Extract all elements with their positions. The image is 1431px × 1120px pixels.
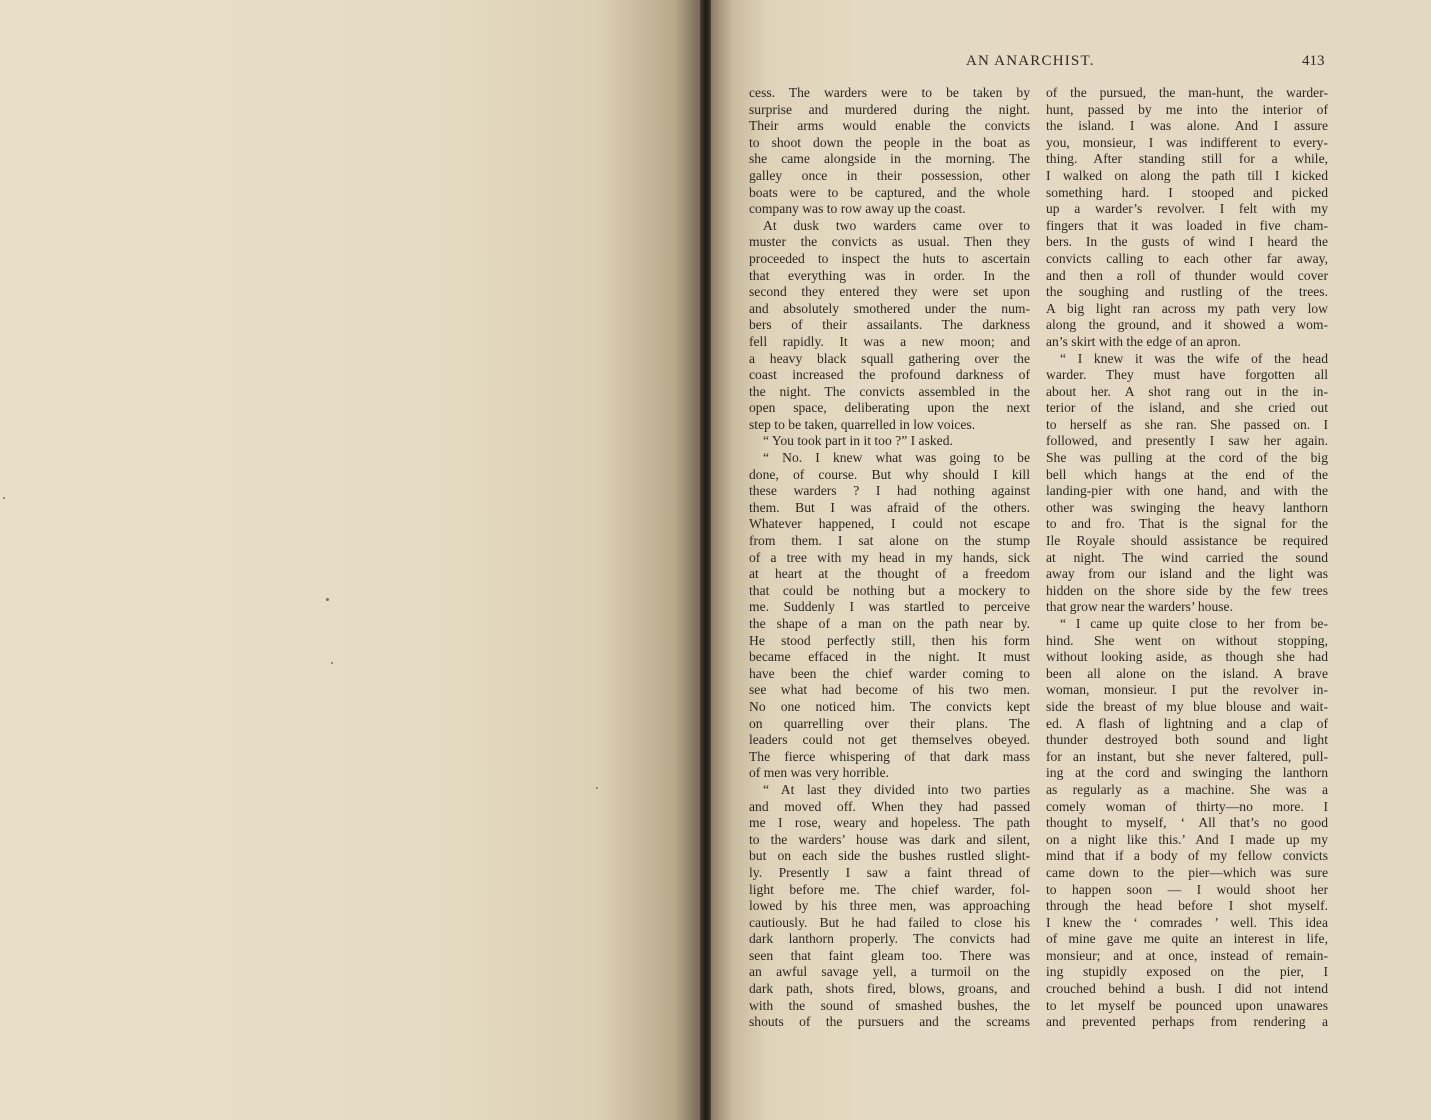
- text-line: ing at the cord and swinging the lanthorn: [1046, 765, 1328, 781]
- text-line: terior of the island, and she cried out: [1046, 400, 1328, 416]
- text-line: comely woman of thirty—no more. I: [1046, 798, 1328, 814]
- text-line: mind that if a body of my fellow convicts: [1046, 848, 1328, 864]
- text-line: of a tree with my head in my hands, sick: [749, 549, 1030, 565]
- text-line: At dusk two warders came over to: [763, 217, 1030, 233]
- text-line: she came alongside in the morning. The: [749, 151, 1030, 167]
- text-line: shouts of the pursuers and the screams: [749, 1014, 1030, 1030]
- text-line: company was to row away up the coast.: [749, 201, 966, 217]
- text-line: of the pursued, the man-hunt, the warder-: [1046, 85, 1328, 100]
- text-line: cess. The warders were to be taken by: [749, 85, 1030, 100]
- text-line: boats were to be captured, and the whole: [749, 184, 1030, 200]
- text-line: crouched behind a bush. I did not intend: [1046, 981, 1328, 997]
- text-line: from them. I sat alone on the stump: [749, 533, 1030, 549]
- text-line: about her. A shot rang out in the in-: [1046, 383, 1328, 399]
- text-line: Ile Royale should assistance be required: [1046, 533, 1328, 549]
- text-line: done, of course. But why should I kill: [749, 466, 1030, 482]
- text-line: leaders could not get themselves obeyed.: [749, 732, 1030, 748]
- text-line: fingers that it was loaded in five cham-: [1046, 217, 1328, 233]
- text-line: other was swinging the heavy lanthorn: [1046, 499, 1328, 515]
- text-column-right: [1046, 85, 1328, 1031]
- text-line: I knew the ‘ comrades ’ well. This idea: [1046, 914, 1328, 930]
- text-line: side the breast of my blue blouse and wait-: [1046, 698, 1328, 714]
- paper-speck: [3, 497, 5, 499]
- text-line: became effaced in the night. It must: [749, 649, 1030, 665]
- text-line: to the warders’ house was dark and silent,: [749, 831, 1030, 847]
- text-line: that could be nothing but a mockery to: [749, 582, 1030, 598]
- text-line: the island. I was alone. And I assure: [1046, 118, 1328, 134]
- text-line: woman, monsieur. I put the revolver in-: [1046, 682, 1328, 698]
- text-line: lowed by his three men, was approaching: [749, 898, 1030, 914]
- text-line: ed. A flash of lightning and a clap of: [1046, 715, 1328, 731]
- text-line: convicts calling to each other far away,: [1046, 250, 1328, 266]
- text-line: ly. Presently I saw a faint thread of: [749, 864, 1030, 880]
- text-column-left: [749, 85, 1030, 1031]
- text-line: that everything was in order. In the: [749, 267, 1030, 283]
- text-line: thing. After standing still for a while,: [1046, 151, 1328, 167]
- text-line: bell which hangs at the end of the: [1046, 466, 1328, 482]
- text-line: hidden on the shore side by the few trees: [1046, 582, 1328, 598]
- running-head-title: AN ANARCHIST.: [966, 53, 1095, 69]
- text-line: coast increased the profound darkness of: [749, 367, 1030, 383]
- text-line: for an instant, but she never faltered, pull-: [1046, 748, 1328, 764]
- text-line: the night. The convicts assembled in the: [749, 383, 1030, 399]
- left-page-blank: [0, 0, 703, 1120]
- text-line: and prevented perhaps from rendering a: [1046, 1014, 1328, 1030]
- text-line: Their arms would enable the convicts: [749, 118, 1030, 134]
- text-line: muster the convicts as usual. Then they: [749, 234, 1030, 250]
- text-line: the soughing and rustling of the trees.: [1046, 284, 1328, 300]
- text-line: dark path, shots fired, blows, groans, and: [749, 981, 1030, 997]
- text-line: seen that faint gleam too. There was: [749, 947, 1030, 963]
- text-line: “ You took part in it too ?” I asked.: [763, 433, 953, 449]
- text-line: and then a roll of thunder would cover: [1046, 267, 1328, 283]
- text-line: A big light ran across my path very low: [1046, 300, 1328, 316]
- text-line: me I rose, weary and hopeless. The path: [749, 815, 1030, 831]
- text-line: on quarrelling over their plans. The: [749, 715, 1030, 731]
- text-line: and absolutely smothered under the num-: [749, 300, 1030, 316]
- text-line: and moved off. When they had passed: [749, 798, 1030, 814]
- text-line: as regularly as a machine. She was a: [1046, 781, 1328, 797]
- text-line: “ No. I knew what was going to be: [763, 450, 1030, 466]
- text-line: “ At last they divided into two parties: [763, 781, 1030, 797]
- text-line: dark lanthorn properly. The convicts had: [749, 931, 1030, 947]
- text-line: followed, and presently I saw her again.: [1046, 433, 1328, 449]
- text-line: light before me. The chief warder, fol-: [749, 881, 1030, 897]
- text-line: thought to myself, ‘ All that’s no good: [1046, 815, 1328, 831]
- text-line: bers. In the gusts of wind I heard the: [1046, 234, 1328, 250]
- text-line: came down to the pier—which was sure: [1046, 864, 1328, 880]
- paper-speck: [596, 787, 598, 789]
- text-line: an’s skirt with the edge of an apron.: [1046, 333, 1241, 349]
- text-line: an awful savage yell, a turmoil on the: [749, 964, 1030, 980]
- text-line: through the head before I shot myself.: [1046, 898, 1328, 914]
- text-line: Whatever happened, I could not escape: [749, 516, 1030, 532]
- text-line: galley once in their possession, other: [749, 167, 1030, 183]
- text-line: bers of their assailants. The darkness: [749, 317, 1030, 333]
- text-line: but on each side the bushes rustled slight-: [749, 848, 1030, 864]
- text-line: ing stupidly exposed on the pier, I: [1046, 964, 1328, 980]
- page-number: 413: [1302, 53, 1325, 69]
- text-line: the shape of a man on the path near by.: [749, 616, 1030, 631]
- text-line: hunt, passed by me into the interior of: [1046, 101, 1328, 117]
- text-line: “ I knew it was the wife of the head: [1060, 350, 1328, 366]
- text-line: them. But I was afraid of the others.: [749, 499, 1030, 515]
- text-line: She was pulling at the cord of the big: [1046, 450, 1328, 466]
- text-line: of men was very horrible.: [749, 765, 890, 781]
- text-line: to let myself be pounced upon unawares: [1046, 997, 1328, 1013]
- text-line: something hard. I stooped and picked: [1046, 184, 1328, 200]
- text-line: He stood perfectly still, then his form: [749, 632, 1030, 648]
- text-line: see what had become of his two men.: [749, 682, 1030, 698]
- text-line: to herself as she ran. She passed on. I: [1046, 416, 1328, 432]
- text-line: surprise and murdered during the night.: [749, 101, 1030, 117]
- text-line: at night. The wind carried the sound: [1046, 549, 1328, 565]
- text-line: these warders ? I had nothing against: [749, 483, 1030, 499]
- text-line: have been the chief warder coming to: [749, 665, 1030, 681]
- text-line: to shoot down the people in the boat as: [749, 134, 1030, 150]
- text-line: without looking aside, as though she had: [1046, 649, 1328, 665]
- text-line: second they entered they were set upon: [749, 284, 1030, 300]
- text-line: you, monsieur, I was indifferent to every-: [1046, 134, 1328, 150]
- text-line: warder. They must have forgotten all: [1046, 367, 1328, 383]
- text-line: No one noticed him. The convicts kept: [749, 698, 1030, 714]
- text-line: of mine gave me quite an interest in life,: [1046, 931, 1328, 947]
- text-line: cautiously. But he had failed to close his: [749, 914, 1030, 930]
- text-line: hind. She went on without stopping,: [1046, 632, 1328, 648]
- text-line: proceeded to inspect the huts to ascertain: [749, 250, 1030, 266]
- text-line: thunder destroyed both sound and light: [1046, 732, 1328, 748]
- text-line: to happen soon — I would shoot her: [1046, 881, 1328, 897]
- text-line: I walked on along the path till I kicked: [1046, 167, 1328, 183]
- paper-speck: [326, 598, 329, 601]
- text-line: “ I came up quite close to her from be-: [1060, 616, 1328, 631]
- text-line: with the sound of smashed bushes, the: [749, 997, 1030, 1013]
- paper-speck: [331, 662, 333, 664]
- text-line: open space, deliberating upon the next: [749, 400, 1030, 416]
- text-line: landing-pier with one hand, and with the: [1046, 483, 1328, 499]
- text-line: along the ground, and it showed a wom-: [1046, 317, 1328, 333]
- text-line: step to be taken, quarrelled in low voices.: [749, 416, 976, 432]
- text-line: that grow near the warders’ house.: [1046, 599, 1233, 615]
- text-line: at heart at the thought of a freedom: [749, 566, 1030, 582]
- text-line: a heavy black squall gathering over the: [749, 350, 1030, 366]
- text-line: monsieur; and at once, instead of remain-: [1046, 947, 1328, 963]
- text-line: me. Suddenly I was startled to perceive: [749, 599, 1030, 615]
- text-line: The fierce whispering of that dark mass: [749, 748, 1030, 764]
- text-line: been all alone on the island. A brave: [1046, 665, 1328, 681]
- text-line: up a warder’s revolver. I felt with my: [1046, 201, 1328, 217]
- text-line: to and fro. That is the signal for the: [1046, 516, 1328, 532]
- text-line: fell rapidly. It was a new moon; and: [749, 333, 1030, 349]
- text-line: away from our island and the light was: [1046, 566, 1328, 582]
- text-line: on a night like this.’ And I made up my: [1046, 831, 1328, 847]
